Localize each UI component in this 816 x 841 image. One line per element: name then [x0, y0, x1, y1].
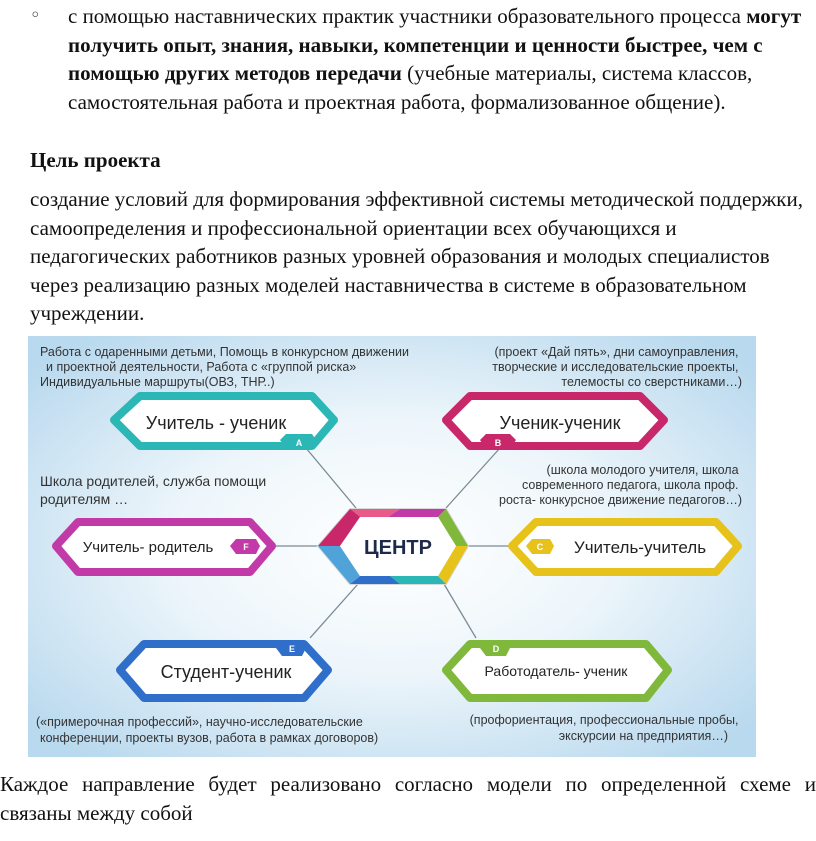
node-f	[56, 522, 272, 572]
note-top-right-line: (проект «Дай пять», дни самоуправления,	[494, 345, 739, 359]
note-bottom-left-line: («примерочная профессий», научно-исследовательские	[36, 715, 363, 729]
footer-word: Каждое	[0, 772, 69, 796]
node-c-label: Учитель-учитель	[573, 538, 707, 557]
note-top-left-line: и проектной деятельности, Работа с «группой риска»	[46, 360, 357, 374]
bullet-bold: могут получить опыт, знания, навыки, компетенции и ценности быстрее, чем с помощью других методов передачи	[68, 4, 802, 85]
goal-paragraph: создание условий для формирования эффективной системы методической поддержки, самоопределения и профессиональной ориентации всех обучающихся и педагогических работников разных уровней образования и молодых специалистов через реализацию разных моделей наставничества в системе в образовательном учреждении.	[30, 187, 803, 325]
node-e	[120, 641, 328, 698]
footer-word: и	[804, 772, 816, 796]
node-f-letter: F	[243, 542, 249, 552]
note-top-right-line: творческие и исследовательские проекты,	[492, 360, 739, 374]
node-d-letter: D	[492, 644, 500, 654]
footer-paragraph	[0, 770, 816, 827]
node-d	[446, 641, 668, 698]
node-e-label: Студент-ученик	[160, 662, 292, 682]
bullet-plain-2: (учебные материалы, система классов, самостоятельная работа и проектная работа, формализованное общение).	[68, 61, 753, 114]
bullet-plain-1: с помощью наставнических практик участники образовательного процесса	[68, 4, 741, 28]
footer-word: определенной	[600, 772, 727, 796]
note-mid-right-line: (школа молодого учителя, школа	[546, 463, 739, 477]
mentorship-diagram	[28, 336, 756, 757]
footer-word: модели	[486, 772, 552, 796]
bullet-marker: ◦	[30, 5, 41, 26]
node-c-letter: C	[536, 542, 544, 552]
node-e-letter: E	[288, 644, 296, 654]
note-mid-left-line: родителям …	[40, 491, 129, 507]
node-a-label: Учитель - ученик	[145, 413, 287, 433]
center-node	[318, 509, 468, 584]
node-d-label: Работодатель- ученик	[484, 663, 628, 679]
node-f-label: Учитель- родитель	[82, 539, 214, 556]
note-mid-right-line: роста- конкурсное движение педагогов…)	[499, 493, 742, 507]
section-heading: Цель проекта	[30, 148, 161, 172]
center-label: ЦЕНТР	[364, 537, 432, 559]
note-top-left-line: Индивидуальные маршруты(ОВЗ, ТНР..)	[40, 375, 275, 389]
note-mid-right-line: современного педагога, школа проф.	[522, 478, 739, 492]
footer-word: будет	[208, 772, 257, 796]
node-b-letter: B	[494, 438, 502, 448]
footer-word: по	[565, 772, 588, 796]
node-b-label: Ученик-ученик	[499, 413, 621, 433]
note-bottom-right-line: экскурсии на предприятия…)	[558, 729, 728, 743]
footer-word: схеме	[740, 772, 791, 796]
note-top-right-line: телемосты со сверстниками…)	[561, 375, 742, 389]
footer-word: реализовано	[270, 772, 382, 796]
node-c	[512, 522, 738, 572]
node-b	[446, 396, 664, 449]
footer-line-1	[0, 770, 816, 799]
bullet-text	[68, 2, 808, 116]
footer-word: направление	[82, 772, 195, 796]
node-a-letter: A	[295, 438, 303, 448]
footer-word: согласно	[394, 772, 474, 796]
note-top-left-line: Работа с одаренными детьми, Помощь в конкурсном движении	[40, 345, 409, 359]
node-a	[114, 396, 334, 449]
note-bottom-left-line: конференции, проекты вузов, работа в рамках договоров)	[40, 731, 379, 745]
footer-line-2: связаны между собой	[0, 800, 193, 825]
note-mid-left-line: Школа родителей, служба помощи	[40, 473, 267, 489]
note-bottom-right-line: (профориентация, профессиональные пробы,	[469, 713, 739, 727]
